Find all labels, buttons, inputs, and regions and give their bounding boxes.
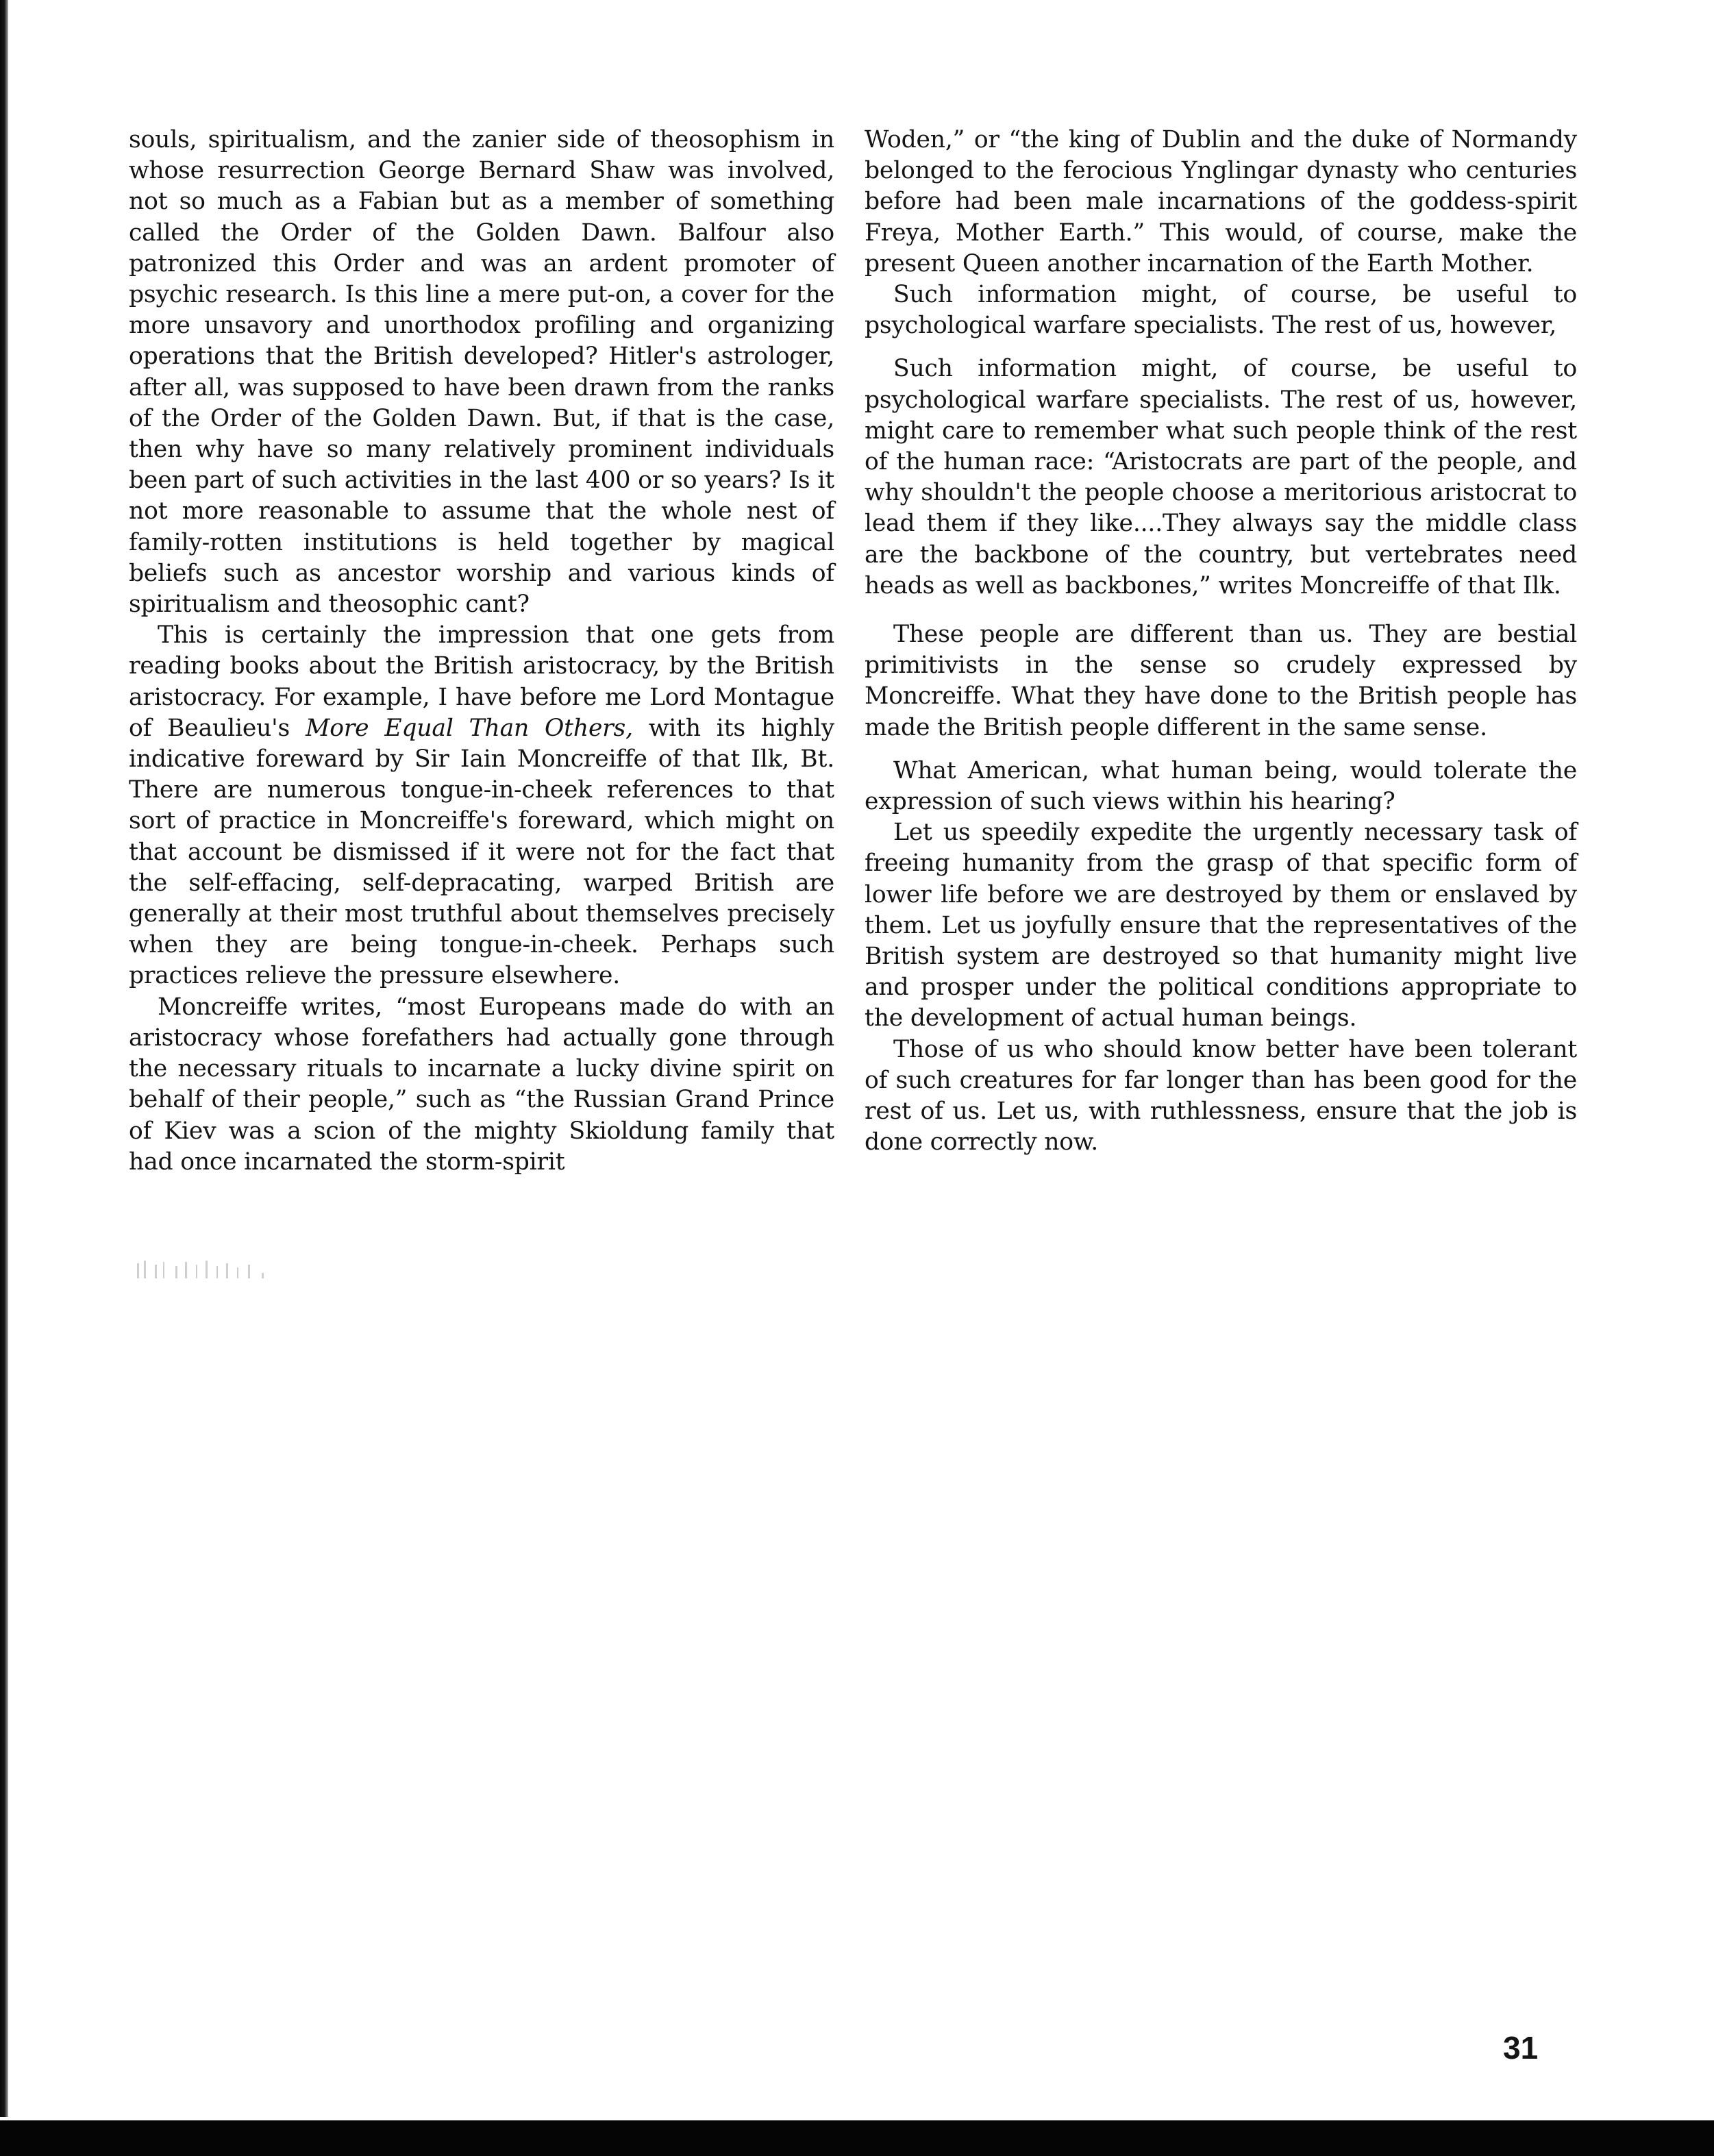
text-run: with its highly indicative foreward by Sir Iain Moncreiffe of that Ilk, Bt. There are numerous tongue-in-cheek references to that sort of practice in Moncreiffe's foreward, which might on that account be dismissed if it were not for the fact that the self-effacing, self-depracating, warped British are generally at their most truthful about themselves precisely when they are being tongue-in-cheek. Perhaps such practices relieve the pressure elsewhere. (129, 714, 834, 990)
paragraph: souls, spiritualism, and the zanier side of theosophism in whose resurrection George Bernard Shaw was involved, not so much as a Fabian but as a member of something called the Order of the Golden Dawn. Balfour also patronized this Order and was an ardent promoter of psychic research. Is this line a mere put-on, a cover for the more unsavory and unorthodox profiling and organizing operations that the British developed? Hitler's astrologer, after all, was supposed to have been drawn from the ranks of the Order of the Golden Dawn. But, if that is the case, then why have so many relatively prominent individuals been part of such activities in the last 400 or so years? Is it not more reasonable to assume that the whole nest of family-rotten institutions is held together by magical beliefs such as ancestor worship and various kinds of spiritualism and theosophic cant? (129, 126, 834, 619)
paragraph (129, 620, 834, 991)
paragraph: Such information might, of course, be useful to psychological warfare specialists. The rest of us, however, (865, 281, 1577, 340)
book-title: More Equal Than Others, (306, 714, 633, 742)
paragraph: Those of us who should know better have been tolerant of such creatures for far longer than has been good for the rest of us. Let us, with ruthlessness, ensure that the job is done correctly now. (865, 1035, 1577, 1156)
paragraph: What American, what human being, would tolerate the expression of such views within his hearing? (865, 756, 1577, 816)
smudge-marks (134, 1258, 312, 1285)
paragraph: Let us speedily expedite the urgently necessary task of freeing humanity from the grasp of that specific form of lower life before we are destroyed by them or enslaved by them. Let us joyfully ensure that the representatives of the British system are destroyed so that humanity might live and prosper under the political conditions appropriate to the development of actual human beings. (865, 819, 1577, 1032)
paragraph: Such information might, of course, be useful to psychological warfare specialists. The rest of us, however, might care to remember what such people think of the rest of the human race: “Aristocrats are part of the people, and why shouldn't the people choose a meritorious aristocrat to lead them if they like....They always say the middle class are the backbone of the country, but vertebrates need heads as well as backbones,” writes Moncreiffe of that Ilk. (865, 355, 1577, 599)
scan-bottom-edge (0, 2120, 1714, 2156)
paragraph: Moncreiffe writes, “most Europeans made do with an aristocracy whose forefathers had actually gone through the necessary rituals to incarnate a lucky divine spirit on behalf of their people,” such as “the Russian Grand Prince of Kiev was a scion of the mighty Skioldung family that had once incarnated the storm-spirit (129, 993, 834, 1176)
page-number: 31 (1503, 2030, 1539, 2066)
scan-smudge (134, 1258, 312, 1291)
left-column (129, 125, 834, 1178)
paragraph: Woden,” or “the king of Dublin and the duke of Normandy belonged to the ferocious Ynglingar dynasty who centuries before had been male incarnations of the goddess-spirit Freya, Mother Earth.” This would, of course, make the present Queen another incarnation of the Earth Mother. (865, 126, 1577, 277)
text-run: This is certainly the impression that one gets from reading books about the British aristocracy, by the British aristocracy. For example, I have before me Lord Montague of Beaulieu's (129, 621, 834, 742)
right-column (865, 125, 1577, 1158)
binding-edge (0, 0, 8, 2117)
paragraph: These people are different than us. They are bestial primitivists in the sense so crudely expressed by Moncreiffe. What they have done to the British people has made the British people different in the same sense. (865, 621, 1577, 741)
